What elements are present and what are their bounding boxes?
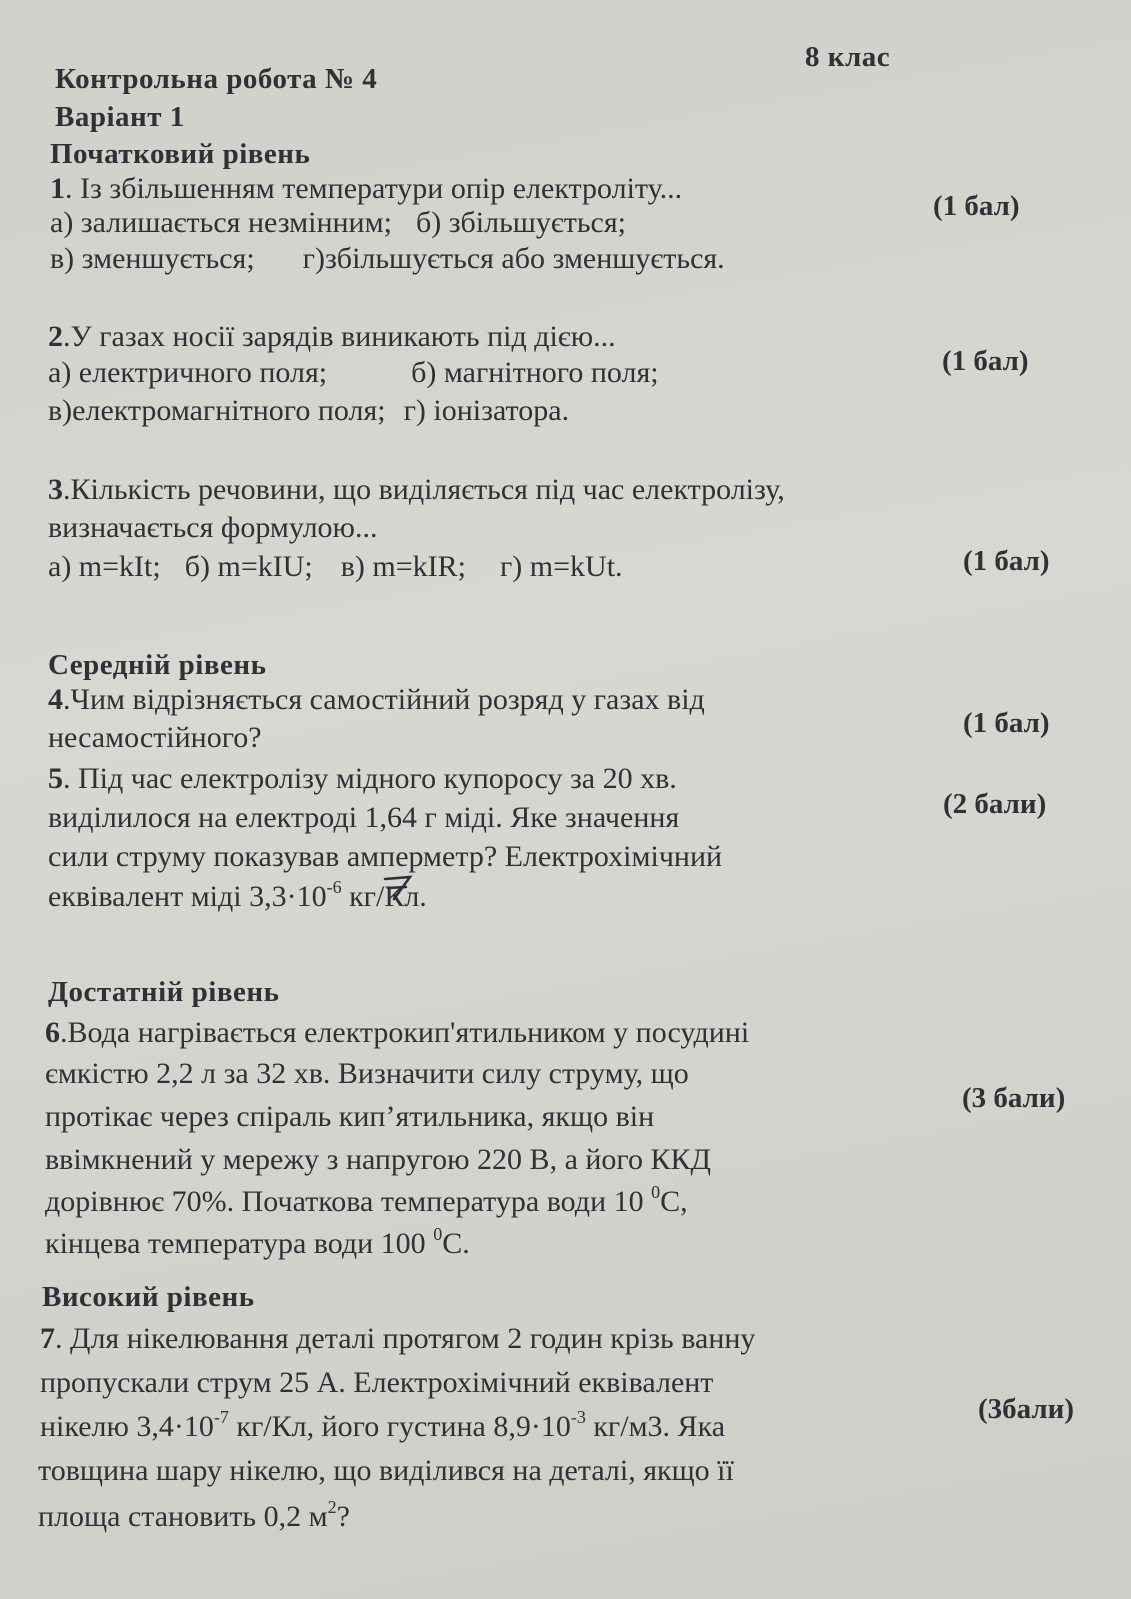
question-7-text-line-4: товщина шару нікелю, що виділився на деталі, якщо її xyxy=(38,1454,734,1487)
question-number: 6 xyxy=(45,1016,60,1049)
question-4-points: (1 бал) xyxy=(963,707,1050,739)
option-b: б) m=kIU; xyxy=(184,550,313,583)
option-b: б) збільшується; xyxy=(415,206,627,239)
question-number: 1 xyxy=(50,172,65,205)
question-text: .Чим відрізняється самостійний розряд у газах від xyxy=(63,683,705,716)
question-text: .Кількість речовини, що виділяється під час електролізу, xyxy=(63,473,785,506)
level-middle-heading: Середній рівень xyxy=(48,649,267,681)
option-a: а) m=kIt; xyxy=(48,550,161,583)
option-a: а) залишається незмінним; xyxy=(50,206,392,239)
exponent: -6 xyxy=(326,877,342,897)
question-4 xyxy=(48,683,705,717)
question-3-options xyxy=(48,550,623,584)
question-1-options-row-1 xyxy=(50,206,626,240)
question-6 xyxy=(45,1016,749,1050)
question-5-text-line-3: сили струму показував амперметр? Електрохімічний xyxy=(48,840,723,873)
option-c: в) зменшується; xyxy=(50,242,255,275)
question-number: 7 xyxy=(40,1322,55,1355)
variant-label: Варіант 1 xyxy=(55,101,185,133)
question-7-text-line-2: пропускали струм 25 А. Електрохімічний еквівалент xyxy=(40,1366,714,1399)
question-3 xyxy=(48,473,785,507)
question-text: . Із збільшенням температури опір електроліту... xyxy=(65,172,683,205)
question-2-options-row-1 xyxy=(48,356,659,390)
question-3-points: (1 бал) xyxy=(963,545,1050,577)
option-d: г) m=kUt. xyxy=(499,550,623,583)
level-high-heading: Високий рівень xyxy=(42,1281,255,1313)
level-sufficient-heading: Достатній рівень xyxy=(48,976,280,1008)
question-1 xyxy=(50,172,682,206)
question-5-points: (2 бали) xyxy=(943,788,1047,820)
test-title: Контрольна робота № 4 xyxy=(55,63,378,95)
question-text: .Вода нагрівається електрокип'ятильником у посудині xyxy=(60,1016,750,1049)
question-number: 3 xyxy=(48,473,63,506)
option-c: в) m=kIR; xyxy=(340,550,466,583)
level-initial-heading: Початковий рівень xyxy=(50,138,311,170)
question-number: 4 xyxy=(48,683,63,716)
option-d: г) іонізатора. xyxy=(403,394,570,427)
question-number: 2 xyxy=(48,320,63,353)
question-2-points: (1 бал) xyxy=(942,345,1029,377)
option-a: а) електричного поля; xyxy=(48,356,328,389)
question-3-text-line-2: визначається формулою... xyxy=(48,511,378,544)
question-2-options-row-2 xyxy=(48,394,569,428)
question-6-text-line-4: ввімкнений у мережу з напругою 220 В, а його ККД xyxy=(45,1143,711,1176)
option-b: б) магнітного поля; xyxy=(411,356,659,389)
handwritten-correction xyxy=(382,873,416,903)
question-7-points: (3бали) xyxy=(978,1393,1075,1425)
grade-label: 8 клас xyxy=(805,41,891,73)
question-6-points: (3 бали) xyxy=(962,1082,1066,1114)
question-text: .У газах носії зарядів виникають під дією... xyxy=(63,320,616,353)
question-6-text-line-5: дорівнює 70%. Початкова температура води 10 $^0$С, xyxy=(45,1182,688,1218)
question-7 xyxy=(40,1322,755,1356)
question-7-text-line-3: нікелю $3,4\cdot 10^{-7}$ кг/Кл, його густина $8,9\cdot 10^{-3}$ кг/м3. Яка xyxy=(40,1407,726,1443)
question-2 xyxy=(48,320,616,354)
question-number: 5 xyxy=(48,762,63,795)
question-1-points: (1 бал) xyxy=(933,190,1020,222)
question-5-text-line-2: виділилося на електроді 1,64 г міді. Яке значення xyxy=(48,801,680,834)
option-d: г)збільшується або зменшується. xyxy=(302,242,725,275)
question-6-text-line-3: протікає через спіраль кип’ятильника, якщо він xyxy=(45,1100,655,1133)
question-7-text-line-5: площа становить 0,2 $м^2$? xyxy=(38,1497,350,1533)
question-5 xyxy=(48,762,677,796)
question-text: . Для нікелювання деталі протягом 2 годин крізь ванну xyxy=(55,1322,756,1355)
option-c: в)електромагнітного поля; xyxy=(48,394,386,427)
question-4-text-line-2: несамостійного? xyxy=(48,721,262,754)
question-5-text-line-4: еквівалент міді $3,3\cdot 10^{-6}$ кг/Кл. xyxy=(48,877,427,913)
question-text: . Під час електролізу мідного купоросу за 20 хв. xyxy=(63,762,677,795)
question-1-options-row-2 xyxy=(50,242,725,276)
question-6-text-line-6: кінцева температура води 100 $^0$С. xyxy=(45,1224,470,1260)
question-6-text-line-2: ємкістю 2,2 л за 32 хв. Визначити силу струму, що xyxy=(45,1057,689,1090)
